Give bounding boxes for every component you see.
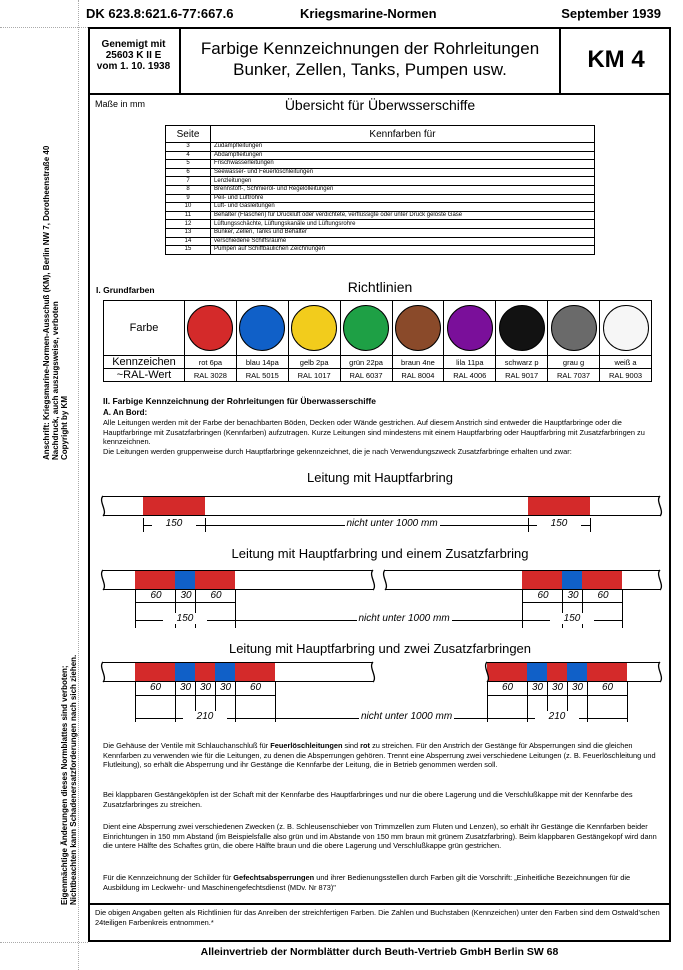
para-bold: Feuerlöschleitungen [270, 741, 343, 750]
dimension-tick [587, 682, 588, 722]
pipe-break-mark [654, 661, 666, 683]
dimension-tick [235, 590, 236, 628]
side-text-warning [60, 655, 78, 905]
color-swatch [499, 305, 545, 351]
seite-number: 12 [166, 220, 211, 229]
diagram-3 [95, 660, 660, 730]
dimension-line [582, 602, 622, 603]
pipe [103, 496, 660, 516]
seite-number: 11 [166, 211, 211, 220]
diagram-2-title: Leitung mit Hauptfarbring und einem Zusatzfarbring [231, 546, 529, 561]
dimension-label: nicht unter 1000 mm [361, 711, 453, 722]
overview-row [166, 228, 595, 237]
section-2-sub: A. An Bord: [103, 408, 148, 417]
side-text-line: Nichtbeachten kann Schadenersatzforderungen nach sich ziehen. [69, 654, 78, 905]
dimension-line [195, 602, 235, 603]
document-code: KM 4 [587, 46, 645, 73]
color-ral: RAL 9003 [600, 369, 652, 382]
color-swatch-cell [600, 301, 652, 356]
color-swatch [395, 305, 441, 351]
color-swatch [239, 305, 285, 351]
dimension-label: 150 [550, 613, 594, 624]
dimension-line [135, 695, 175, 696]
color-kennzeichen: weiß a [600, 356, 652, 369]
section-2-paragraph-1 [103, 418, 658, 456]
richtlinien-title: Richtlinien [347, 279, 413, 295]
dimension-tick [590, 518, 591, 532]
top-line [78, 0, 683, 28]
kennfarbe-label: Behälter (Flaschen) für Druckluft oder verdichtete, verflüssigte oder unter Druck gelöste Gase [211, 211, 595, 220]
dimension-label: 60 [501, 682, 514, 693]
dimension-label: 60 [537, 590, 549, 601]
dimension-label: 30 [551, 682, 564, 693]
dimension-tick [622, 590, 623, 628]
kennfarbe-label: Lüftungsschächte, Lüftungskanäle und Lüftungsrohre [211, 220, 595, 229]
dk-number: DK 623.8:621.6-77:667.6 [86, 6, 234, 21]
dimension-label: 30 [179, 682, 192, 693]
kennfarbe-label: Frischwasserleitungen [211, 160, 595, 169]
pipe-left [103, 570, 373, 590]
seite-number: 8 [166, 185, 211, 194]
norm-series: Kriegsmarine-Normen [300, 6, 437, 21]
color-ring [547, 663, 567, 681]
color-ring [587, 663, 627, 681]
kennfarbe-label: Brennstoff-, Schmieröl- und Regelölleitungen [211, 185, 595, 194]
pipe-break-mark [367, 661, 379, 683]
seite-number: 4 [166, 151, 211, 160]
pipe-break-mark [367, 569, 379, 591]
dimension-tick [627, 682, 628, 722]
color-ring [135, 663, 175, 681]
pipe-break-mark [97, 661, 109, 683]
title-line-1: Farbige Kennzeichnungen der Rohrleitungen [200, 39, 540, 58]
color-swatch-cell [340, 301, 392, 356]
overview-row [166, 160, 595, 169]
color-ral: RAL 6037 [340, 369, 392, 382]
dimension-line [175, 602, 195, 603]
dimension-tick [275, 682, 276, 722]
color-ring [195, 663, 215, 681]
paragraph-schilder [103, 873, 658, 892]
side-text-line: Nachdruck, auch auszugsweise, verboten [51, 301, 60, 460]
color-ring [527, 663, 547, 681]
dimension-line [487, 695, 527, 696]
color-ral: RAL 7037 [548, 369, 600, 382]
color-swatch [551, 305, 597, 351]
dimension-tick [135, 590, 136, 628]
color-kennzeichen: blau 14pa [236, 356, 288, 369]
dimension-label: 60 [210, 590, 222, 601]
seite-number: 9 [166, 194, 211, 203]
overview-row [166, 194, 595, 203]
dimension-label: 30 [219, 682, 232, 693]
overview-row [166, 203, 595, 212]
paragraph-note: Die obigen Angaben gelten als Richtlinien für das Anreiben der streichfertigen Farben. Die Zahlen und Buchstaben (Kennzeichen) unter den Farben sind dem Ostwald'schen 24teiligen Farbenkreis entnommen.* [95, 908, 660, 927]
dimension-line [567, 695, 587, 696]
overview-row [166, 143, 595, 152]
dimension-line [235, 695, 275, 696]
pipe-right [487, 662, 660, 682]
dimension-label: 60 [597, 590, 609, 601]
para-text: sind [342, 741, 361, 750]
color-swatch [603, 305, 649, 351]
document-title [181, 27, 561, 93]
dimension-line [195, 695, 215, 696]
overview-row [166, 246, 595, 255]
seite-number: 5 [166, 160, 211, 169]
dimension-label: 60 [150, 590, 162, 601]
dimension-tick [135, 682, 136, 722]
para-text: und ihrer Bedienungsstellen durch Farben gilt die Vorschrift: „Einheitliche Bezeichnungen für die Ausbildung im Leckwehr- und Maschinengefechtsdienst (MDv. Nr 873)" [103, 873, 631, 892]
color-kennzeichen: grün 22pa [340, 356, 392, 369]
col-seite: Seite [166, 126, 211, 143]
color-kennzeichen: lila 11pa [444, 356, 496, 369]
para-text: zu streichen. Für den Anstrich der Gestänge für Absperrungen sind die gleichen Kennfarben zu verwenden wie für die Leitungen, zu denen die Absperrungen gehören. Trennt eine Absperrung zwei verschiedene Leitungen (z. B. Feuerlöschleitung und Flutleitung), so erhält die Absperrung und ihr Gestänge die Kennfarbe der Leitung, die in Betrieb genommen werden soll. [103, 741, 656, 770]
trim-line-left [78, 0, 79, 970]
pipe-break-mark [379, 569, 391, 591]
seite-number: 15 [166, 246, 211, 255]
color-ring [487, 663, 527, 681]
color-ring [135, 571, 175, 589]
pipe-break-mark [481, 661, 493, 683]
pipe-right [385, 570, 660, 590]
dimension-line [547, 695, 567, 696]
dimension-label: 150 [152, 518, 196, 529]
trim-line-top [0, 27, 88, 28]
footer-distribution: Alleinvertrieb der Normblätter durch Beuth-Vertrieb GmbH Berlin SW 68 [200, 946, 559, 958]
dimension-line [215, 695, 235, 696]
dimension-label: 210 [183, 711, 227, 722]
dimension-line [562, 602, 582, 603]
dimension-label: 210 [535, 711, 579, 722]
label-kennzeichen: Kennzeichen [104, 356, 185, 369]
color-ral: RAL 3028 [185, 369, 237, 382]
color-ring [235, 663, 275, 681]
color-table [103, 300, 652, 382]
overview-row [166, 177, 595, 186]
color-ring [195, 571, 235, 589]
label-ral: ~RAL-Wert [104, 369, 185, 382]
color-swatch-cell [392, 301, 444, 356]
color-ring [528, 497, 590, 515]
color-swatch-cell [548, 301, 600, 356]
dimension-tick [235, 682, 236, 722]
seite-number: 6 [166, 168, 211, 177]
para-bold: rot [360, 741, 371, 750]
section-1-heading: I. Grundfarben [96, 285, 155, 295]
overview-row [166, 168, 595, 177]
color-swatch-cell [185, 301, 237, 356]
color-ring [175, 663, 195, 681]
side-text-line: Eigenmächtige Änderungen dieses Normblattes sind verboten; [60, 665, 69, 905]
side-text-line: Copyright by KM [60, 396, 69, 460]
note-divider [88, 903, 671, 905]
color-ral: RAL 4006 [444, 369, 496, 382]
approval-line-1: Genemigt mit [101, 39, 166, 50]
pipe-left [103, 662, 373, 682]
approval-line-3: vom 1. 10. 1938 [96, 61, 171, 72]
color-kennzeichen: rot 6pa [185, 356, 237, 369]
seite-number: 10 [166, 203, 211, 212]
diagram-3-title: Leitung mit Hauptfarbring und zwei Zusatzfarbringen [228, 641, 532, 656]
color-swatch [343, 305, 389, 351]
color-swatch [447, 305, 493, 351]
overview-title: Übersicht für Überwsserschiffe [284, 97, 476, 113]
issue-date: September 1939 [561, 6, 661, 21]
color-kennzeichen: gelb 2pa [288, 356, 340, 369]
diagram-2 [95, 566, 660, 632]
paragraph-gestaenge: Bei klappbaren Gestängeköpfen ist der Schaft mit der Kennfarbe des Hauptfarbringes und nur die obere Lagerung und die Verschlußkappe mit der Kennfarbe des Zusatzfarbringes zu streichen. [103, 790, 633, 809]
dimension-label: 60 [249, 682, 262, 693]
color-kennzeichen: braun 4ne [392, 356, 444, 369]
kennfarbe-label: Peil- und Luftrohre [211, 194, 595, 203]
overview-row [166, 237, 595, 246]
kennfarbe-label: Zudampfleitungen [211, 143, 595, 152]
side-text-publisher [42, 146, 69, 460]
dimension-label: 30 [571, 682, 584, 693]
dimension-line [522, 602, 562, 603]
dimension-label: 30 [180, 590, 192, 601]
dimension-label: 60 [149, 682, 162, 693]
para-text: Die Gehäuse der Ventile mit Schlauchanschluß für [103, 741, 271, 750]
color-ral: RAL 9017 [496, 369, 548, 382]
dimension-label: 30 [531, 682, 544, 693]
section-2-heading: II. Farbige Kennzeichnung der Rohrleitungen für Überwasserschiffe [103, 396, 376, 406]
pipe-break-mark [654, 569, 666, 591]
seite-number: 7 [166, 177, 211, 186]
dimension-label: 150 [537, 518, 581, 529]
dimension-line [135, 602, 175, 603]
color-ring [215, 663, 235, 681]
color-ral: RAL 5015 [236, 369, 288, 382]
color-ral: RAL 8004 [392, 369, 444, 382]
dimension-label: 150 [163, 613, 207, 624]
color-swatch [187, 305, 233, 351]
kennfarbe-label: Pumpen auf Schiffbaulichen Zeichnungen [211, 246, 595, 255]
dimension-label: 60 [601, 682, 614, 693]
pipe-break-mark [97, 569, 109, 591]
color-kennzeichen: grau g [548, 356, 600, 369]
trim-line-bottom [0, 942, 88, 943]
color-swatch-cell [496, 301, 548, 356]
side-text-line: Anschrift: Kriegsmarine-Normen-Ausschuß (KM), Berlin NW 7, Dorotheenstraße 40 [42, 145, 51, 460]
seite-number: 14 [166, 237, 211, 246]
color-swatch-cell [236, 301, 288, 356]
diagram-1-title: Leitung mit Hauptfarbring [307, 470, 453, 485]
title-line-2: Bunker, Zellen, Tanks, Pumpen usw. [233, 60, 507, 79]
color-ring [567, 663, 587, 681]
dimension-label: nicht unter 1000 mm [346, 518, 438, 529]
overview-row [166, 220, 595, 229]
overview-row [166, 185, 595, 194]
color-ring [143, 497, 205, 515]
approval-line-2: 25603 K II E [105, 50, 162, 61]
color-kennzeichen: schwarz p [496, 356, 548, 369]
dimension-tick [527, 682, 528, 722]
color-swatch-cell [288, 301, 340, 356]
kennfarbe-label: Luft- und Gasleitungen [211, 203, 595, 212]
overview-row [166, 211, 595, 220]
color-ring [175, 571, 195, 589]
kennfarbe-label: verschiedene Schiffsräume [211, 237, 595, 246]
dimension-tick [487, 682, 488, 722]
para-text: Die Leitungen werden gruppenweise durch Hauptfarbringe gekennzeichnet, die je nach Verwendungszweck Zusatzfarbringe erhalten und zwar: [103, 446, 572, 456]
col-kennfarben: Kennfarben für [211, 126, 595, 143]
overview-row [166, 151, 595, 160]
kennfarbe-label: Seewasser- und Feuerlöschleitungen [211, 168, 595, 177]
dimension-label: nicht unter 1000 mm [358, 613, 450, 624]
dimension-tick [522, 590, 523, 628]
dimension-line [587, 695, 627, 696]
color-swatch-cell [444, 301, 496, 356]
paragraph-absperrung: Dient eine Absperrung zwei verschiedenen Zwecken (z. B. Schleusenschieber von Trimmzellen zum Fluten und Lenzen), so erhält ihr Gestänge die Kennfarben beider Einrichtungen in 150 mm Abstand (im Beispielsfalle also grün und im Abstande von 150 mm braun mit grünem Zusatzfarbring). Beim klappbaren Gestängekopf wird dann die untere Hälfte des Schaftes grün, die obere Hälfte braun und die obere Lagerung und Verschlußkappe grün gestrichen. [103, 822, 657, 851]
seite-number: 3 [166, 143, 211, 152]
color-swatch [291, 305, 337, 351]
approval-box [88, 27, 181, 93]
color-ring [522, 571, 562, 589]
diagram-1 [95, 490, 660, 540]
label-farbe: Farbe [104, 301, 185, 356]
dimension-line [527, 695, 547, 696]
color-ring [562, 571, 582, 589]
dimension-label: 30 [567, 590, 579, 601]
seite-number: 13 [166, 228, 211, 237]
dimension-label: 30 [199, 682, 212, 693]
para-text: Für die Kennzeichnung der Schilder für [103, 873, 234, 882]
color-ral: RAL 1017 [288, 369, 340, 382]
kennfarbe-label: Bunker, Zellen, Tanks und Behälter [211, 228, 595, 237]
para-bold: Gefechtsabsperrungen [233, 873, 315, 882]
kennfarbe-label: Abdampfleitungen [211, 151, 595, 160]
overview-table [165, 125, 595, 255]
color-ring [582, 571, 622, 589]
pipe-break-mark [97, 495, 109, 517]
paragraph-valves [103, 741, 658, 770]
dimension-line [175, 695, 195, 696]
kennfarbe-label: Lenzleitungen [211, 177, 595, 186]
pipe-break-mark [654, 495, 666, 517]
para-text: Alle Leitungen werden mit der Farbe der benachbarten Böden, Decken oder Wände gestrichen. Auf diesem Anstrich sind entweder die Hauptfarbringe oder die Hauptfarbringe mit Zusatzfarbringen (Kennfarben) aufzutragen. Kurze Leitungen sind mindestens mit einem Hauptfarbring oder Hauptfarbring mit Zusatzfarbringen zu kennzeichnen. [103, 418, 645, 447]
dimension-tick [175, 682, 176, 722]
units-note: Maße in mm [95, 99, 146, 109]
